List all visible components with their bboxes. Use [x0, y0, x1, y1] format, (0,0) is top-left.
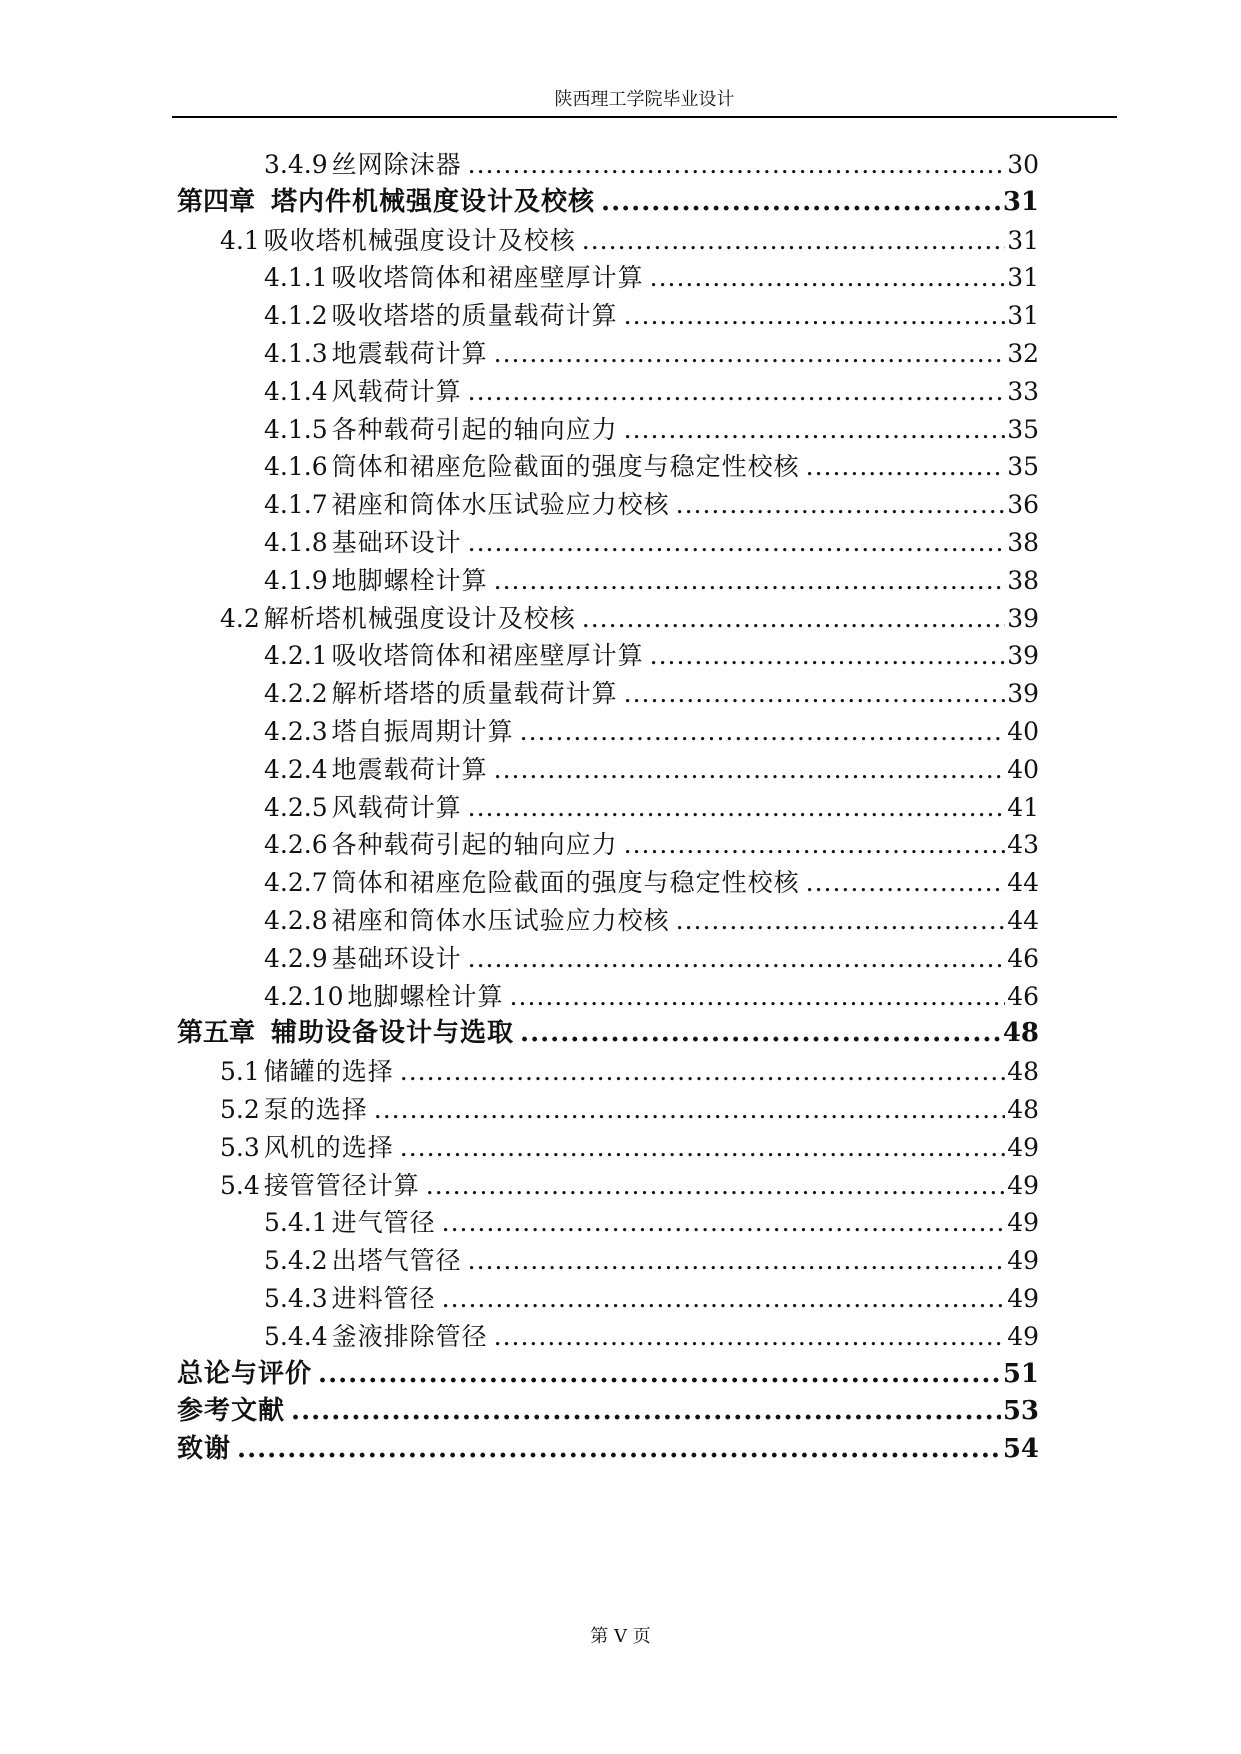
toc-entry-page: 49 — [1007, 1283, 1039, 1313]
toc-dot-leader — [494, 562, 1006, 600]
toc-entry-title: 各种载荷引起的轴向应力 — [331, 830, 618, 860]
toc-entry-title: 筒体和裙座危险截面的强度与稳定性校核 — [331, 452, 800, 482]
toc-entry[interactable] — [177, 637, 1039, 675]
toc-entry-title: 裙座和筒体水压试验应力校核 — [331, 490, 670, 520]
toc-entry-page: 31 — [1002, 186, 1039, 217]
toc-entry-number: 5.4.4 — [264, 1321, 328, 1351]
toc-dot-leader — [468, 1242, 1006, 1280]
toc-entry-title: 地脚螺栓计算 — [347, 981, 504, 1011]
toc-entry-number: 4.2.5 — [264, 792, 328, 822]
page-header — [172, 84, 1117, 118]
toc-entry-title: 釜液排除管径 — [331, 1321, 488, 1351]
toc-entry-title: 储罐的选择 — [263, 1057, 394, 1087]
toc-entry-title: 出塔气管径 — [331, 1246, 462, 1276]
toc-entry-number: 5.2 — [220, 1094, 260, 1124]
toc-entry-page: 35 — [1007, 414, 1039, 444]
toc-entry-page: 48 — [1002, 1018, 1039, 1049]
toc-entry-title: 总论与评价 — [177, 1358, 313, 1389]
toc-entry[interactable] — [177, 789, 1039, 827]
toc-entry-number: 4.1.4 — [264, 376, 328, 406]
toc-entry-number: 4.2.6 — [264, 830, 328, 860]
toc-entry[interactable] — [177, 411, 1039, 449]
toc-entry-title: 辅助设备设计与选取 — [271, 1018, 515, 1049]
toc-entry[interactable] — [177, 1318, 1039, 1356]
toc-entry-title: 吸收塔塔的质量载荷计算 — [331, 301, 618, 331]
toc-entry-page: 53 — [1002, 1396, 1039, 1427]
toc-entry[interactable] — [177, 902, 1039, 940]
toc-entry[interactable] — [177, 864, 1039, 902]
toc-entry-title: 风机的选择 — [263, 1132, 394, 1162]
toc-entry[interactable] — [177, 600, 1039, 638]
toc-entry-page: 49 — [1007, 1208, 1039, 1238]
toc-entry[interactable] — [177, 713, 1039, 751]
toc-entry[interactable] — [177, 1167, 1039, 1205]
toc-entry-number: 4.2.8 — [264, 905, 328, 935]
toc-entry-number: 第四章 — [177, 186, 256, 217]
toc-dot-leader — [468, 940, 1006, 978]
toc-entry-title: 裙座和筒体水压试验应力校核 — [331, 905, 670, 935]
toc-entry-page: 36 — [1007, 490, 1039, 520]
toc-entry-number: 4.2.3 — [264, 716, 328, 746]
toc-entry-title: 进料管径 — [331, 1283, 436, 1313]
toc-entry-page: 35 — [1007, 452, 1039, 482]
toc-entry-page: 46 — [1007, 943, 1039, 973]
toc-entry-title: 进气管径 — [331, 1208, 436, 1238]
toc-dot-leader — [676, 486, 1006, 524]
toc-entry-title: 致谢 — [177, 1434, 232, 1465]
toc-entry[interactable] — [177, 940, 1039, 978]
toc-dot-leader — [510, 978, 1006, 1016]
toc-entry-number: 4.1.9 — [264, 565, 328, 595]
toc-dot-leader — [624, 411, 1006, 449]
toc-entry-number: 5.4.2 — [264, 1246, 328, 1276]
toc-entry[interactable] — [177, 562, 1039, 600]
toc-entry[interactable] — [177, 1242, 1039, 1280]
toc-dot-leader — [582, 222, 1005, 260]
toc-entry-page: 44 — [1007, 905, 1039, 935]
toc-entry[interactable] — [177, 373, 1039, 411]
toc-entry-title: 塔自振周期计算 — [331, 716, 514, 746]
toc-dot-leader — [601, 184, 1001, 222]
toc-entry[interactable] — [177, 335, 1039, 373]
toc-entry-page: 33 — [1007, 376, 1039, 406]
toc-entry-number: 4.1.8 — [264, 527, 328, 557]
toc-entry-page: 49 — [1007, 1170, 1039, 1200]
toc-entry[interactable] — [177, 184, 1039, 222]
toc-dot-leader — [426, 1167, 1005, 1205]
toc-entry-title: 吸收塔筒体和裙座壁厚计算 — [331, 263, 644, 293]
toc-entry-title: 地脚螺栓计算 — [331, 565, 488, 595]
header-title: 陕西理工学院毕业设计 — [554, 89, 735, 110]
toc-dot-leader — [400, 1053, 1005, 1091]
toc-entry-number: 4.2.4 — [264, 754, 328, 784]
toc-entry[interactable] — [177, 1431, 1039, 1469]
toc-entry-title: 基础环设计 — [331, 943, 462, 973]
toc-entry-page: 49 — [1007, 1132, 1039, 1162]
toc-entry-title: 吸收塔筒体和裙座壁厚计算 — [331, 641, 644, 671]
toc-entry-page: 38 — [1007, 565, 1039, 595]
toc-entry-page: 44 — [1007, 868, 1039, 898]
toc-dot-leader — [494, 1318, 1006, 1356]
toc-entry-title: 筒体和裙座危险截面的强度与稳定性校核 — [331, 868, 800, 898]
toc-entry[interactable] — [177, 486, 1039, 524]
toc-entry-number: 4.1.3 — [264, 338, 328, 368]
toc-dot-leader — [374, 1091, 1005, 1129]
toc-dot-leader — [676, 902, 1006, 940]
toc-entry-number: 4.2.10 — [264, 981, 344, 1011]
toc-entry[interactable] — [177, 1015, 1039, 1053]
toc-dot-leader — [520, 713, 1006, 751]
toc-entry-number: 4.1 — [220, 225, 260, 255]
toc-dot-leader — [468, 146, 1006, 184]
toc-entry-number: 4.2.9 — [264, 943, 328, 973]
toc-entry-number: 3.4.9 — [264, 150, 328, 179]
toc-dot-leader — [468, 789, 1006, 827]
toc-entry-title: 风载荷计算 — [331, 376, 462, 406]
toc-entry-title: 泵的选择 — [263, 1094, 368, 1124]
toc-entry-title: 基础环设计 — [331, 527, 462, 557]
toc-entry-title: 丝网除沫器 — [331, 150, 462, 179]
toc-dot-leader — [442, 1280, 1006, 1318]
toc-dot-leader — [494, 335, 1006, 373]
toc-entry-page: 40 — [1007, 754, 1039, 784]
toc-entry-page: 31 — [1007, 301, 1039, 331]
toc-entry-page: 39 — [1007, 603, 1039, 633]
page-footer — [0, 1622, 1241, 1648]
toc-entry-number: 4.2 — [220, 603, 260, 633]
toc-entry-number: 第五章 — [177, 1018, 256, 1049]
toc-entry-page: 54 — [1002, 1434, 1039, 1465]
toc-entry-page: 31 — [1007, 263, 1039, 293]
toc-entry-title: 参考文献 — [177, 1396, 286, 1427]
toc-dot-leader — [468, 524, 1006, 562]
toc-dot-leader — [494, 751, 1006, 789]
table-of-contents — [177, 146, 1039, 1469]
toc-entry-page: 38 — [1007, 527, 1039, 557]
toc-entry-number: 4.1.6 — [264, 452, 328, 482]
toc-entry[interactable] — [177, 448, 1039, 486]
toc-dot-leader — [650, 637, 1006, 675]
toc-entry-title: 风载荷计算 — [331, 792, 462, 822]
toc-entry[interactable] — [177, 259, 1039, 297]
toc-entry-title: 吸收塔机械强度设计及校核 — [263, 225, 576, 255]
toc-entry[interactable] — [177, 1053, 1039, 1091]
toc-entry-page: 30 — [1007, 150, 1039, 179]
toc-entry[interactable] — [177, 978, 1039, 1016]
toc-entry-page: 41 — [1007, 792, 1039, 822]
toc-entry[interactable] — [177, 751, 1039, 789]
toc-entry-page: 49 — [1007, 1246, 1039, 1276]
toc-entry-title: 接管管径计算 — [263, 1170, 420, 1200]
toc-dot-leader — [650, 259, 1006, 297]
toc-entry-number: 4.2.1 — [264, 641, 328, 671]
toc-entry[interactable] — [177, 222, 1039, 260]
toc-entry-title: 解析塔塔的质量载荷计算 — [331, 679, 618, 709]
toc-entry-number: 5.3 — [220, 1132, 260, 1162]
toc-dot-leader — [624, 675, 1006, 713]
toc-entry[interactable] — [177, 1204, 1039, 1242]
toc-entry-number: 4.1.7 — [264, 490, 328, 520]
toc-entry[interactable] — [177, 1129, 1039, 1167]
toc-entry-number: 5.1 — [220, 1057, 260, 1087]
toc-entry-page: 51 — [1002, 1358, 1039, 1389]
toc-entry[interactable] — [177, 1280, 1039, 1318]
toc-dot-leader — [468, 373, 1006, 411]
toc-entry-page: 32 — [1007, 338, 1039, 368]
toc-entry[interactable] — [177, 524, 1039, 562]
toc-entry-number: 5.4.3 — [264, 1283, 328, 1313]
toc-entry[interactable] — [177, 1356, 1039, 1394]
toc-entry[interactable] — [177, 1393, 1039, 1431]
toc-entry-number: 5.4 — [220, 1170, 260, 1200]
toc-dot-leader — [237, 1431, 1001, 1469]
toc-entry-page: 43 — [1007, 830, 1039, 860]
toc-entry-page: 39 — [1007, 679, 1039, 709]
toc-dot-leader — [624, 297, 1006, 335]
page-number: 第 V 页 — [590, 1626, 651, 1647]
toc-entry-number: 4.1.2 — [264, 301, 328, 331]
toc-dot-leader — [520, 1015, 1001, 1053]
toc-dot-leader — [291, 1393, 1001, 1431]
toc-entry-page: 40 — [1007, 716, 1039, 746]
toc-dot-leader — [318, 1356, 1001, 1394]
toc-entry-page: 49 — [1007, 1321, 1039, 1351]
toc-dot-leader — [806, 864, 1006, 902]
toc-entry-title: 各种载荷引起的轴向应力 — [331, 414, 618, 444]
toc-entry-page: 31 — [1007, 225, 1039, 255]
toc-entry-page: 48 — [1007, 1057, 1039, 1087]
toc-entry[interactable] — [177, 1091, 1039, 1129]
toc-entry-title: 地震载荷计算 — [331, 338, 488, 368]
toc-entry-title: 地震载荷计算 — [331, 754, 488, 784]
toc-entry-page: 39 — [1007, 641, 1039, 671]
toc-entry[interactable] — [177, 675, 1039, 713]
toc-entry-title: 塔内件机械强度设计及校核 — [271, 186, 596, 217]
toc-entry[interactable] — [177, 146, 1039, 184]
toc-dot-leader — [806, 448, 1006, 486]
toc-dot-leader — [582, 600, 1005, 638]
toc-entry-number: 4.2.2 — [264, 679, 328, 709]
toc-dot-leader — [400, 1129, 1005, 1167]
toc-entry-number: 4.1.1 — [264, 263, 328, 293]
toc-entry-number: 4.2.7 — [264, 868, 328, 898]
toc-entry-title: 解析塔机械强度设计及校核 — [263, 603, 576, 633]
toc-dot-leader — [442, 1204, 1006, 1242]
toc-entry-page: 46 — [1007, 981, 1039, 1011]
toc-entry-page: 48 — [1007, 1094, 1039, 1124]
toc-entry[interactable] — [177, 826, 1039, 864]
toc-entry-number: 4.1.5 — [264, 414, 328, 444]
toc-entry-number: 5.4.1 — [264, 1208, 328, 1238]
toc-dot-leader — [624, 826, 1006, 864]
toc-entry[interactable] — [177, 297, 1039, 335]
